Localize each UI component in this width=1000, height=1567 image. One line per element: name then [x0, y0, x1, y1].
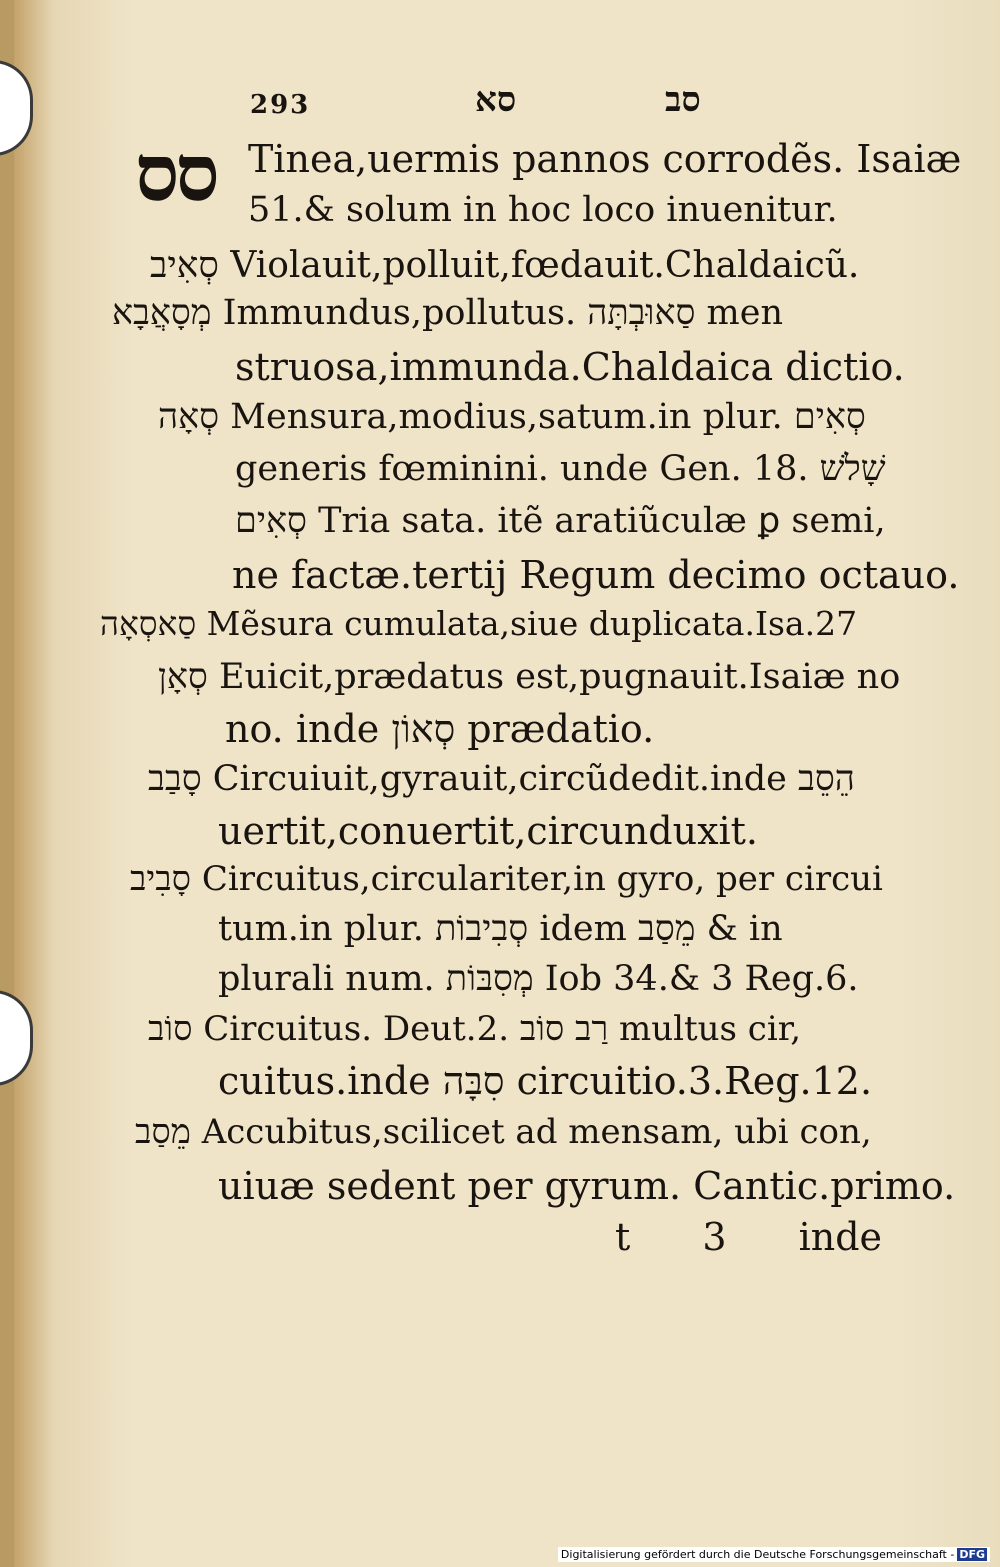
running-head-right: סב — [665, 80, 701, 120]
text-line: סְאִיב Violauit,polluit,fœdauit.Chaldaicũ. — [150, 245, 860, 286]
credit-text: Digitalisierung gefördert durch die Deutsche Forschungsgemeinschaft - — [560, 1548, 955, 1561]
text-line: מֵסַב Accubitus,scilicet ad mensam, ubi con, — [135, 1112, 872, 1152]
running-header — [250, 80, 810, 130]
catchword-line: t 3 inde — [615, 1215, 883, 1259]
text-line: tum.in plur. סְבִיבוֹת idem מֵסַב & in — [218, 909, 783, 949]
text-line: מְסָאֲבָא Immundus,pollutus. סַאוּבְתָּה men — [112, 293, 783, 333]
text-line: no. inde סְאוֹן prædatio. — [225, 707, 655, 751]
text-line: סָבַב Circuiuit,gyrauit,circũdedit.inde הֵסֵב — [148, 759, 855, 799]
text-line: ne factæ.tertij Regum decimo octauo. — [232, 553, 960, 597]
dfg-logo: DFG — [959, 1548, 985, 1561]
text-line: סַאסְאָה Mẽsura cumulata,siue duplicata.Isa.27 — [100, 604, 858, 643]
text-line: 51.& solum in hoc loco inuenitur. — [248, 190, 838, 230]
text-line: סוֹב Circuitus. Deut.2. רַב סוֹב multus cir, — [148, 1009, 802, 1049]
text-line: plurali num. מְסִבּוֹת Iob 34.& 3 Reg.6. — [218, 959, 859, 999]
digitization-credit — [558, 1547, 990, 1562]
initial-letter: סס — [135, 128, 216, 219]
text-line: generis fœminini. unde Gen. 18. שָׁלֹשׁ — [235, 449, 886, 489]
text-line: סְאִים Tria sata. itẽ aratiũculæ ꝑ semi, — [235, 501, 886, 541]
text-line: cuitus.inde סִבָּה circuitio.3.Reg.12. — [218, 1059, 873, 1103]
text-line: struosa,immunda.Chaldaica dictio. — [235, 345, 905, 389]
text-line: Tinea,uermis pannos corrodẽs. Isaiæ — [248, 137, 962, 181]
folio-number: 293 — [250, 90, 311, 120]
text-line: סָבִיב Circuitus,circulariter,in gyro, per circui — [130, 859, 883, 899]
running-head-left: סא — [475, 80, 517, 120]
text-line: סְאָה Mensura,modius,satum.in plur. סְאִים — [158, 397, 866, 437]
text-line: סְאָן Euicit,prædatus est,pugnauit.Isaiæ no — [158, 657, 901, 697]
text-line: uertit,conuertit,circunduxit. — [218, 809, 758, 853]
text-line: uiuæ sedent per gyrum. Cantic.primo. — [218, 1164, 956, 1208]
